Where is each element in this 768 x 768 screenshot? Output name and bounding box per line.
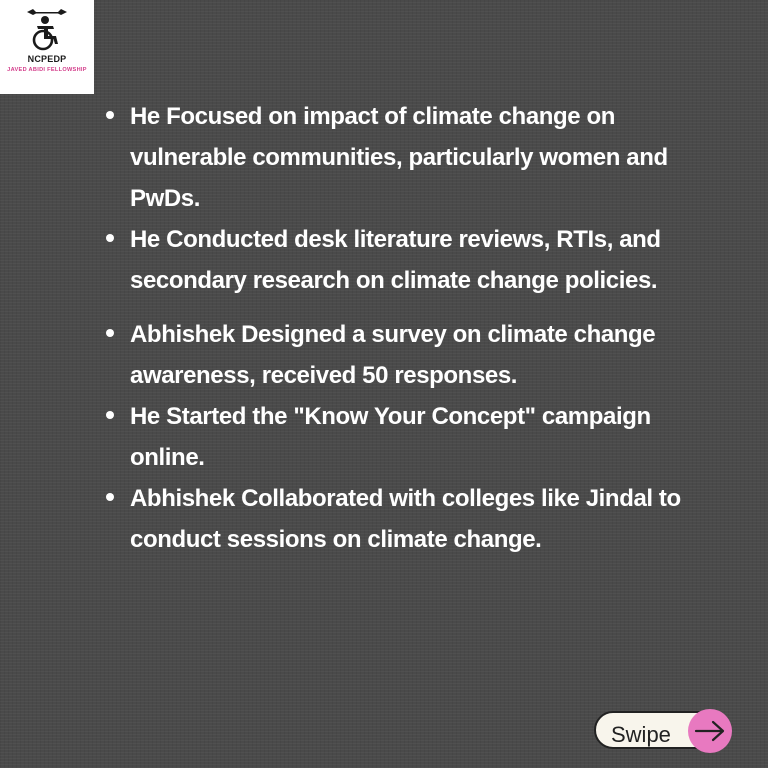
list-item-text: He Started the "Know Your Concept" campaign online. [130,403,651,471]
bullet-dot-icon [106,234,114,242]
logo [0,0,94,94]
wheelchair-logo-icon [24,6,70,52]
list-item [104,478,724,560]
swipe-arrow-button[interactable] [688,709,732,753]
list-item-text: He Focused on impact of climate change on vulnerable communities, particularly women and PwDs. [130,103,668,212]
list-item-text: Abhishek Collaborated with colleges like Jindal to conduct sessions on climate change. [130,485,681,553]
achievements-list [104,96,724,560]
list-item-text: Abhishek Designed a survey on climate change awareness, received 50 responses. [130,321,656,389]
logo-subtitle: JAVED ABIDI FELLOWSHIP [7,67,87,73]
list-item [104,396,724,478]
bullet-dot-icon [106,411,114,419]
arrow-right-icon [694,719,726,743]
swipe-button[interactable] [594,709,740,753]
bullet-dot-icon [106,493,114,501]
list-item [104,314,724,396]
bullet-dot-icon [106,111,114,119]
swipe-label: Swipe [611,722,671,747]
list-item [104,219,724,301]
list-item-text: He Conducted desk literature reviews, RTIs, and secondary research on climate change policies. [130,226,661,294]
logo-name: NCPEDP [27,54,67,64]
list-item [104,96,724,219]
bullet-dot-icon [106,329,114,337]
